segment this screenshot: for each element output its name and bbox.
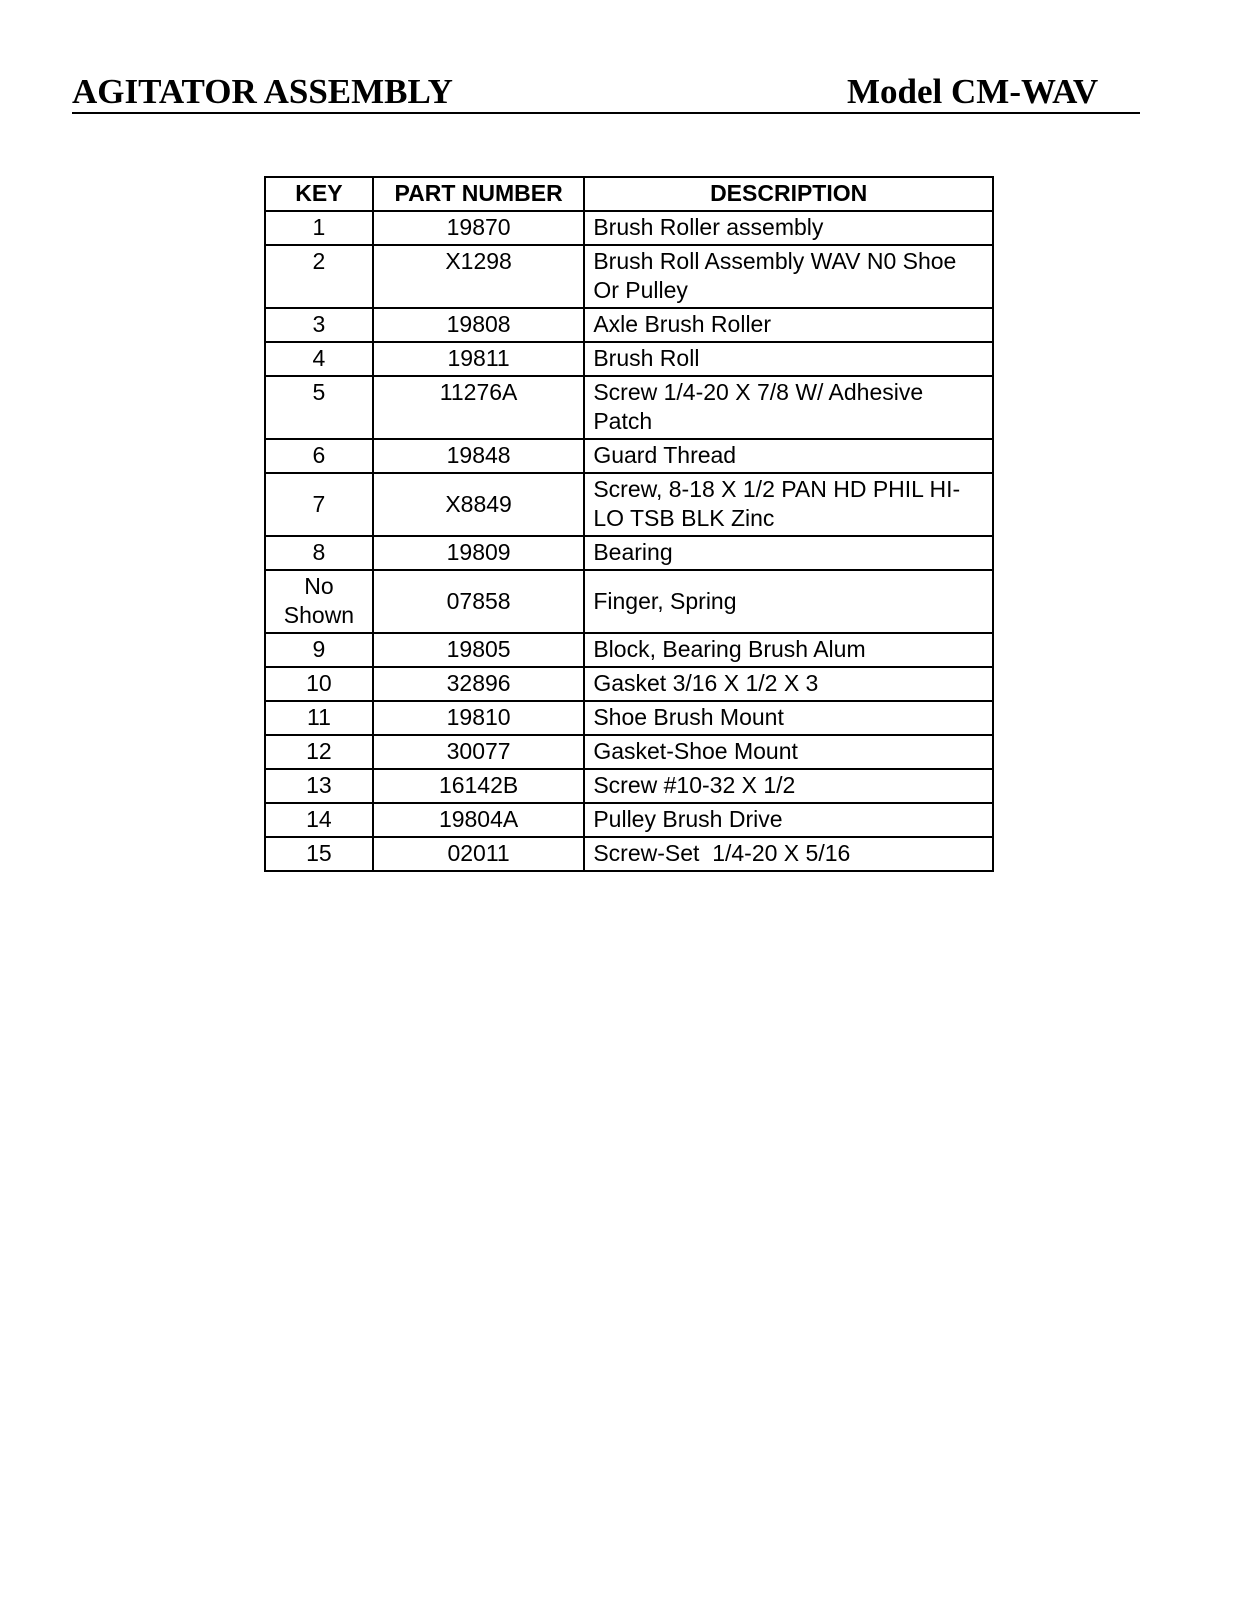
part-number-cell: X1298 bbox=[373, 245, 584, 308]
key-cell: 9 bbox=[265, 633, 373, 667]
description-cell: Shoe Brush Mount bbox=[584, 701, 993, 735]
part-number-cell: 07858 bbox=[373, 570, 584, 633]
key-cell: 11 bbox=[265, 701, 373, 735]
part-number-cell: 19810 bbox=[373, 701, 584, 735]
description-cell: Screw 1/4-20 X 7/8 W/ Adhesive Patch bbox=[584, 376, 993, 439]
page-title: AGITATOR ASSEMBLY bbox=[72, 72, 453, 111]
description-cell: Bearing bbox=[584, 536, 993, 570]
description-cell: Gasket-Shoe Mount bbox=[584, 735, 993, 769]
part-number-cell: 19808 bbox=[373, 308, 584, 342]
description-cell: Pulley Brush Drive bbox=[584, 803, 993, 837]
key-cell: 5 bbox=[265, 376, 373, 439]
key-cell: 12 bbox=[265, 735, 373, 769]
key-cell: No Shown bbox=[265, 570, 373, 633]
description-cell: Screw, 8-18 X 1/2 PAN HD PHIL HI-LO TSB BLK Zinc bbox=[584, 473, 993, 536]
key-cell: 6 bbox=[265, 439, 373, 473]
table-row bbox=[265, 473, 993, 536]
description-cell: Screw-Set 1/4-20 X 5/16 bbox=[584, 837, 993, 871]
model-label: Model CM-WAV bbox=[847, 72, 1099, 111]
part-number-cell: 19848 bbox=[373, 439, 584, 473]
page-header bbox=[72, 72, 1140, 114]
table-row bbox=[265, 211, 993, 245]
column-header-description: DESCRIPTION bbox=[584, 177, 993, 211]
table-row bbox=[265, 536, 993, 570]
table-row bbox=[265, 837, 993, 871]
part-number-cell: 19870 bbox=[373, 211, 584, 245]
description-cell: Brush Roller assembly bbox=[584, 211, 993, 245]
key-cell: 2 bbox=[265, 245, 373, 308]
description-cell: Brush Roll Assembly WAV N0 Shoe Or Pulley bbox=[584, 245, 993, 308]
part-number-cell: 32896 bbox=[373, 667, 584, 701]
description-cell: Gasket 3/16 X 1/2 X 3 bbox=[584, 667, 993, 701]
key-cell: 4 bbox=[265, 342, 373, 376]
table-row bbox=[265, 342, 993, 376]
description-cell: Guard Thread bbox=[584, 439, 993, 473]
table-row bbox=[265, 769, 993, 803]
part-number-cell: 11276A bbox=[373, 376, 584, 439]
part-number-cell: 19805 bbox=[373, 633, 584, 667]
table-row bbox=[265, 633, 993, 667]
key-cell: 14 bbox=[265, 803, 373, 837]
parts-table bbox=[264, 176, 994, 872]
description-cell: Screw #10-32 X 1/2 bbox=[584, 769, 993, 803]
column-header-part-number: PART NUMBER bbox=[373, 177, 584, 211]
description-cell: Axle Brush Roller bbox=[584, 308, 993, 342]
table-row bbox=[265, 439, 993, 473]
key-cell: 13 bbox=[265, 769, 373, 803]
description-cell: Finger, Spring bbox=[584, 570, 993, 633]
description-cell: Block, Bearing Brush Alum bbox=[584, 633, 993, 667]
table-row bbox=[265, 308, 993, 342]
part-number-cell: 19804A bbox=[373, 803, 584, 837]
column-header-key: KEY bbox=[265, 177, 373, 211]
part-number-cell: 19809 bbox=[373, 536, 584, 570]
table-row bbox=[265, 701, 993, 735]
table-row bbox=[265, 245, 993, 308]
part-number-cell: 16142B bbox=[373, 769, 584, 803]
part-number-cell: X8849 bbox=[373, 473, 584, 536]
table-row bbox=[265, 376, 993, 439]
part-number-cell: 30077 bbox=[373, 735, 584, 769]
key-cell: 3 bbox=[265, 308, 373, 342]
key-cell: 1 bbox=[265, 211, 373, 245]
table-row bbox=[265, 667, 993, 701]
key-cell: 15 bbox=[265, 837, 373, 871]
part-number-cell: 02011 bbox=[373, 837, 584, 871]
table-row bbox=[265, 803, 993, 837]
table-header-row bbox=[265, 177, 993, 211]
table-row bbox=[265, 735, 993, 769]
description-cell: Brush Roll bbox=[584, 342, 993, 376]
table-row bbox=[265, 570, 993, 633]
key-cell: 8 bbox=[265, 536, 373, 570]
key-cell: 7 bbox=[265, 473, 373, 536]
part-number-cell: 19811 bbox=[373, 342, 584, 376]
key-cell: 10 bbox=[265, 667, 373, 701]
